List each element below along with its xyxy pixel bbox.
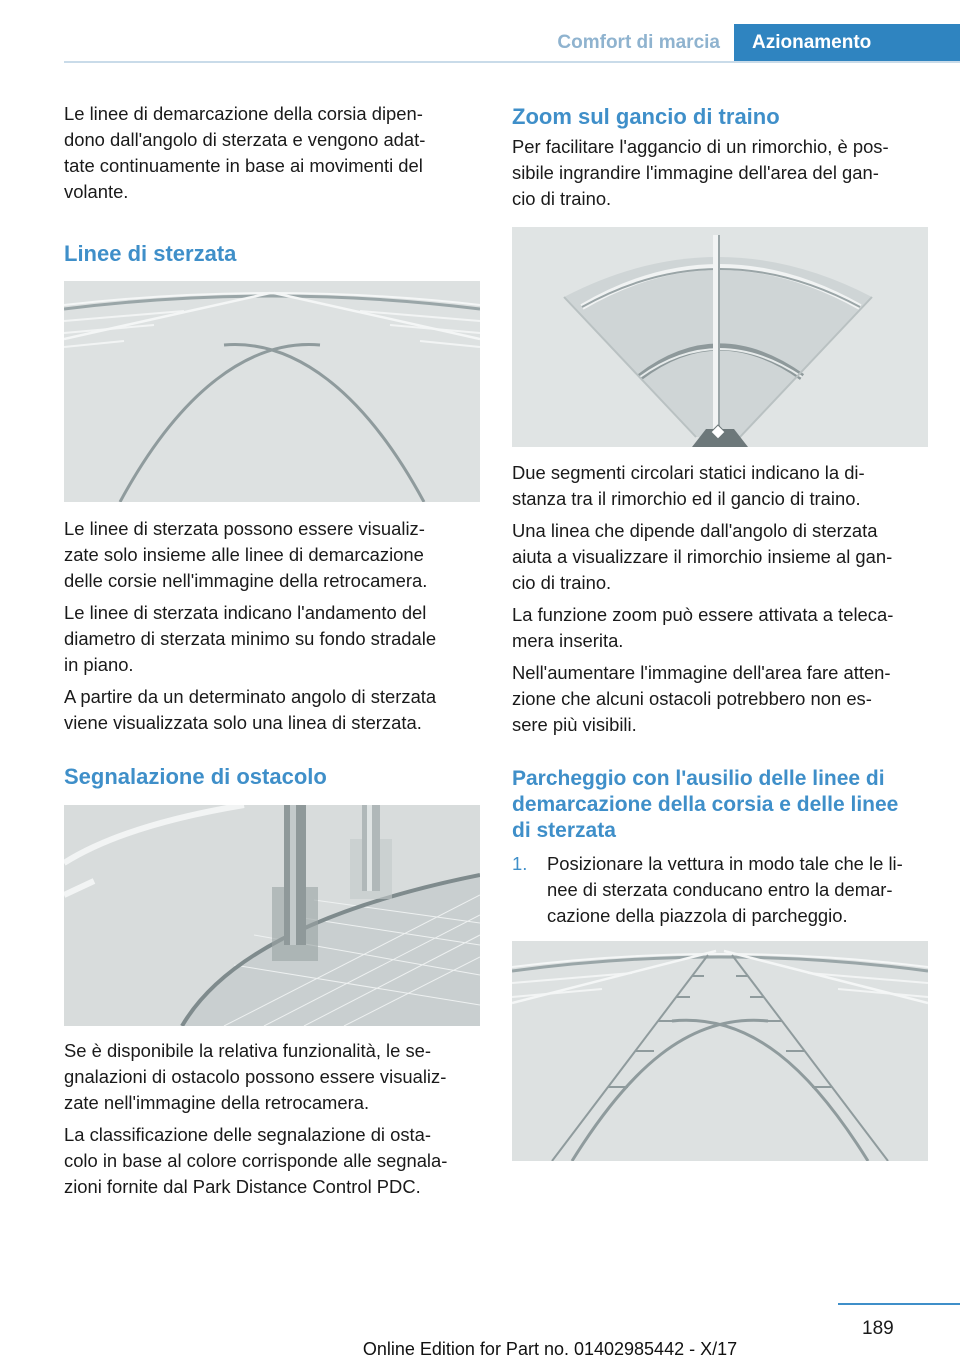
paragraph-zoom-5: Nell'aumentare l'immagine dell'area fare atten- zione che alcuni ostacoli potrebbero non es- sere più visibili. [512,662,891,735]
step-1-text: Posizionare la vettura in modo tale che le li- nee di sterzata conducano entro la demar- cazione della piazzola di parcheggio. [547,853,903,926]
page-number-rule [838,1303,960,1305]
paragraph-steering-2: Le linee di sterzata indicano l'andamento del diametro di sterzata minimo su fondo stradale in piano. [64,602,437,675]
figure-tow-hook-zoom [512,227,928,447]
figure-steering-lines [64,281,480,502]
heading-segnalazione-ostacolo: Segnalazione di ostacolo [64,764,327,789]
heading-linee-di-sterzata: Linee di sterzata [64,241,237,266]
left-intro [64,101,484,205]
heading-zoom-gancio: Zoom sul gancio di traino [512,104,780,129]
paragraph-zoom-intro: Per facilitare l'aggancio di un rimorchio, è pos- sibile ingrandire l'immagine dell'area del gan- cio di traino. [512,136,889,209]
figure-obstacle-marking [64,805,480,1026]
paragraph-steering-3: A partire da un determinato angolo di sterzata viene visualizzata solo una linea di sterzata. [64,686,437,733]
figure-parking-lines [512,941,928,1161]
paragraph-obstacle-1: Se è disponibile la relativa funzionalità, le se- gnalazioni di ostacolo possono essere visualiz- zate nell'immagine della retrocamera. [64,1040,447,1113]
header-rule [64,61,960,63]
header-chapter-tab: Azionamento [734,24,960,61]
intro-paragraph: Le linee di demarcazione della corsia dipen- dono dall'angolo di sterzata e vengono adat- tate continuamente in base ai movimenti del volante. [64,103,426,202]
step-1-number: 1. [512,853,528,874]
paragraph-zoom-2: Due segmenti circolari statici indicano la di- stanza tra il rimorchio ed il gancio di traino. [512,462,865,509]
paragraph-zoom-3: Una linea che dipende dall'angolo di sterzata aiuta a visualizzare il rimorchio insieme al gan- cio di traino. [512,520,893,593]
paragraph-steering-1: Le linee di sterzata possono essere visualiz- zate solo insieme alle linee di demarcazione delle corsie nell'immagine della retrocamera. [64,518,428,591]
paragraph-zoom-4: La funzione zoom può essere attivata a teleca- mera inserita. [512,604,894,651]
paragraph-obstacle-2: La classificazione delle segnalazione di osta- colo in base al colore corrisponde alle segnala- zioni fornite dal Park Distance Control PDC. [64,1124,448,1197]
footer-edition: Online Edition for Part no. 01402985442 - X/17 [362,1339,738,1359]
header-section-tab: Comfort di marcia [557,32,720,53]
heading-parcheggio: Parcheggio con l'ausilio delle linee di demarcazione della corsia e delle linee di sterzata [512,767,899,842]
page-number: 189 [862,1318,894,1339]
